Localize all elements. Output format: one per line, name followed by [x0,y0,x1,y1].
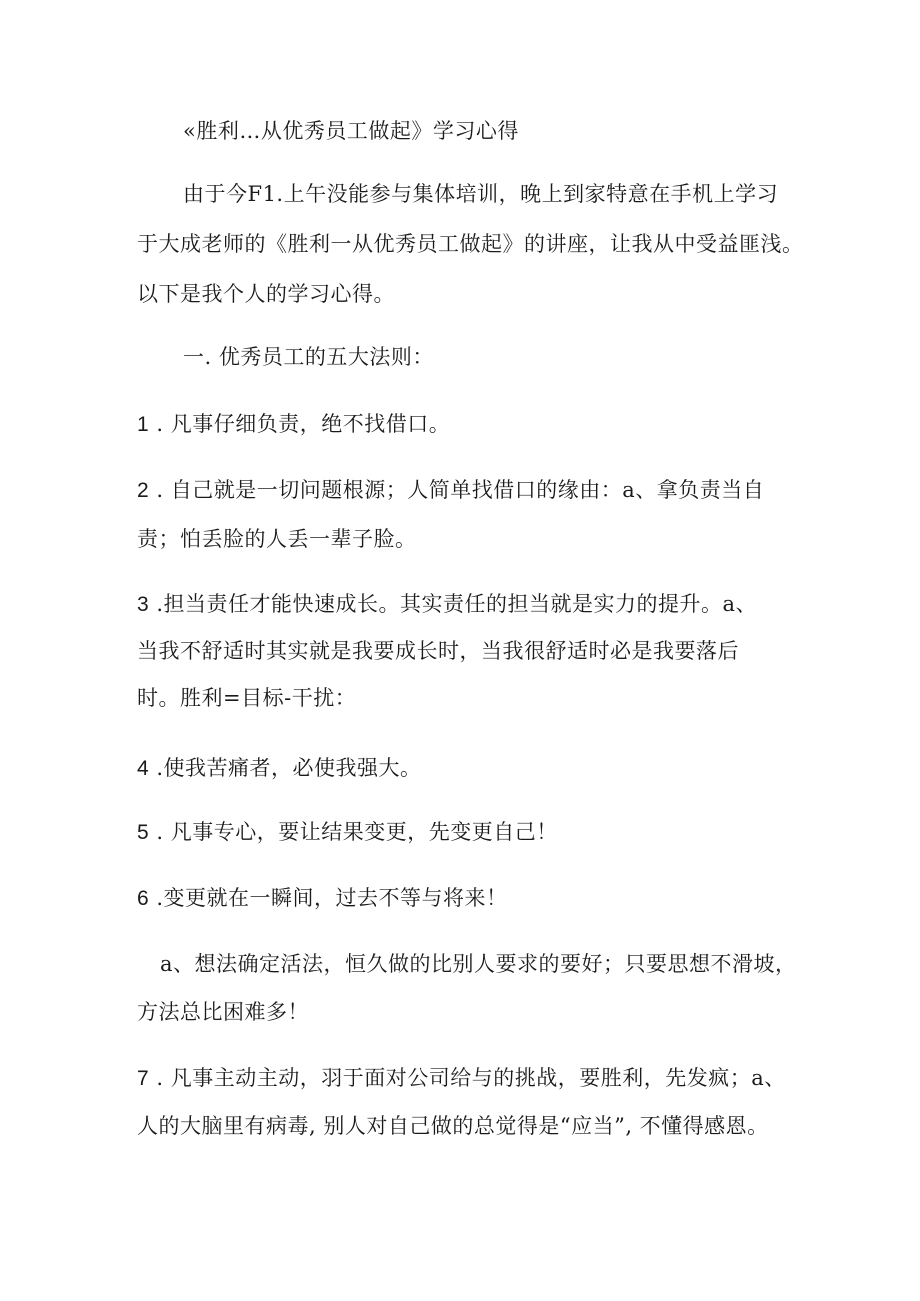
document-title: «胜利…从优秀员工做起》学习心得 [183,119,519,143]
item-text: .变更就在一瞬间，过去不等与将来！ [149,886,508,910]
section-heading: 一. 优秀员工的五大法则： [183,345,434,369]
list-item-6 [137,884,508,913]
item-number: 2 [137,479,150,502]
intro-line-2: 于大成老师的《胜利一从优秀员工做起》的讲座，让我从中受益匪浅。 [137,232,804,256]
sub-item-a: a、想法确定活法，恒久做的比别人要求的要好；只要思想不滑坡， [160,952,797,976]
intro-line-1: 由于今F1.上午没能参与集体培训，晚上到家特意在手机上学习 [183,182,779,206]
item-number: 6 [137,887,150,910]
item-text: . 凡事专心，要让结果变更，先变更自己！ [149,820,558,844]
list-item-3 [137,590,757,619]
item-text: . 凡事仔细负责，绝不找借口。 [149,412,451,436]
intro-line-3: 以下是我个人的学习心得。 [137,282,395,306]
item-number: 5 [137,821,150,844]
list-item-1 [137,410,450,439]
list-item-4 [137,754,422,783]
list-item-3-continued-1: 当我不舒适时其实就是我要成长时，当我很舒适时必是我要落后 [137,639,739,663]
sub-item-a-continued: 方法总比困难多！ [137,1000,309,1024]
list-item-2 [137,476,764,505]
item-text: .使我苦痛者，必使我强大。 [149,756,422,780]
list-item-7-continued: 人的大脑里有病毒, 别人对自己做的总觉得是“应当”, 不懂得感恩。 [137,1114,769,1138]
list-item-3-continued-2: 时。胜利=目标-干扰： [137,686,357,710]
item-text: . 自己就是一切问题根源；人简单找借口的缘由：a、拿负责当自 [149,478,765,502]
item-number: 7 [137,1067,150,1090]
item-text: .担当责任才能快速成长。其实责任的担当就是实力的提升。a、 [149,592,758,616]
item-number: 3 [137,593,150,616]
item-number: 4 [137,757,150,780]
list-item-7 [137,1064,786,1093]
item-number: 1 [137,413,150,436]
item-text: . 凡事主动主动，羽于面对公司给与的挑战，要胜利，先发疯；a、 [149,1066,786,1090]
list-item-5 [137,818,558,847]
list-item-2-continued: 责；怕丢脸的人丢一辈子脸。 [137,527,417,551]
